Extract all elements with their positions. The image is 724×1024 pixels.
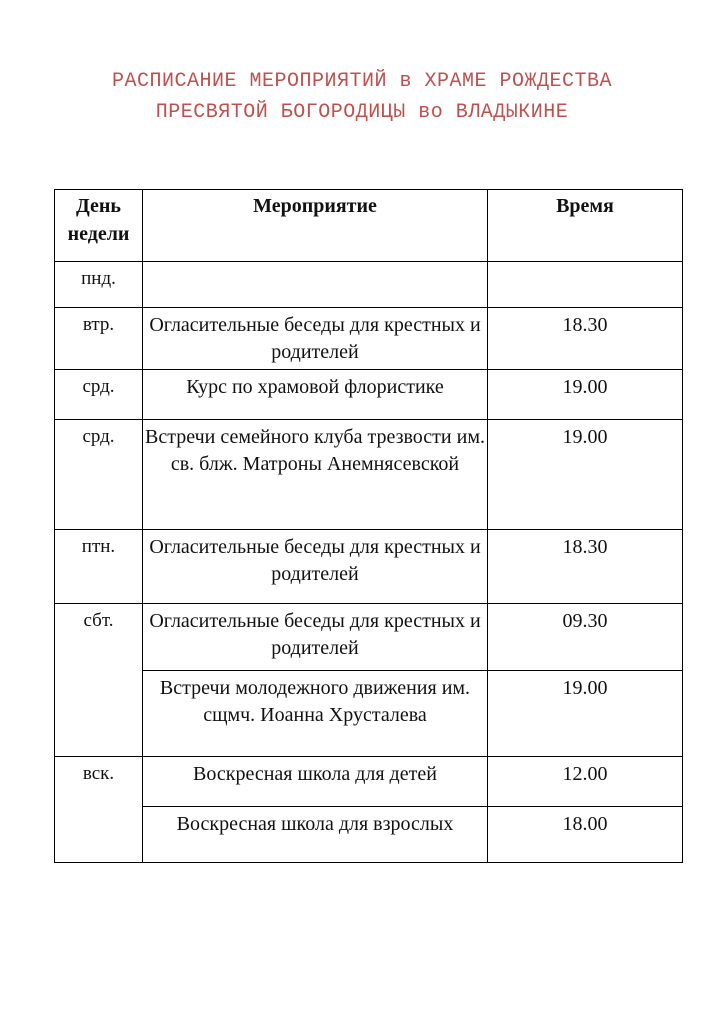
schedule-table bbox=[54, 189, 683, 863]
table-row bbox=[55, 807, 683, 863]
row-time: 18.30 bbox=[488, 530, 683, 604]
row-day: вск. bbox=[55, 757, 143, 863]
header-row bbox=[55, 190, 683, 262]
row-event: Огласительные беседы для крестных и родителей bbox=[143, 308, 488, 370]
row-event: Воскресная школа для взрослых bbox=[143, 807, 488, 863]
title-line-1: РАСПИСАНИЕ МЕРОПРИЯТИЙ в ХРАМЕ РОЖДЕСТВА bbox=[111, 70, 613, 93]
row-time: 18.00 bbox=[488, 807, 683, 863]
row-time: 19.00 bbox=[488, 370, 683, 420]
row-day: пнд. bbox=[55, 262, 143, 308]
row-event bbox=[143, 262, 488, 308]
row-event: Встречи молодежного движения им. сщмч. Иоанна Хрусталева bbox=[143, 671, 488, 757]
row-event: Огласительные беседы для крестных и родителей bbox=[143, 604, 488, 671]
table-row bbox=[55, 370, 683, 420]
row-day: сбт. bbox=[55, 604, 143, 757]
header-time: Время bbox=[488, 190, 683, 262]
table-row bbox=[55, 530, 683, 604]
row-time: 09.30 bbox=[488, 604, 683, 671]
row-event: Огласительные беседы для крестных и родителей bbox=[143, 530, 488, 604]
table-row bbox=[55, 757, 683, 807]
table-row bbox=[55, 604, 683, 671]
row-event: Встречи семейного клуба трезвости им. св. блж. Матроны Анемнясевской bbox=[143, 420, 488, 530]
row-time: 19.00 bbox=[488, 671, 683, 757]
title-line-2: ПРЕСВЯТОЙ БОГОРОДИЦЫ во ВЛАДЫКИНЕ bbox=[155, 101, 569, 124]
row-day: срд. bbox=[55, 420, 143, 530]
table-row bbox=[55, 671, 683, 757]
page-title bbox=[0, 66, 724, 128]
table-row bbox=[55, 420, 683, 530]
row-time: 18.30 bbox=[488, 308, 683, 370]
row-time: 19.00 bbox=[488, 420, 683, 530]
row-day: срд. bbox=[55, 370, 143, 420]
header-day: День недели bbox=[55, 190, 143, 262]
row-day: птн. bbox=[55, 530, 143, 604]
table-row bbox=[55, 262, 683, 308]
row-day: втр. bbox=[55, 308, 143, 370]
table-row bbox=[55, 308, 683, 370]
row-event: Курс по храмовой флористике bbox=[143, 370, 488, 420]
header-event: Мероприятие bbox=[143, 190, 488, 262]
row-event: Воскресная школа для детей bbox=[143, 757, 488, 807]
row-time bbox=[488, 262, 683, 308]
row-time: 12.00 bbox=[488, 757, 683, 807]
